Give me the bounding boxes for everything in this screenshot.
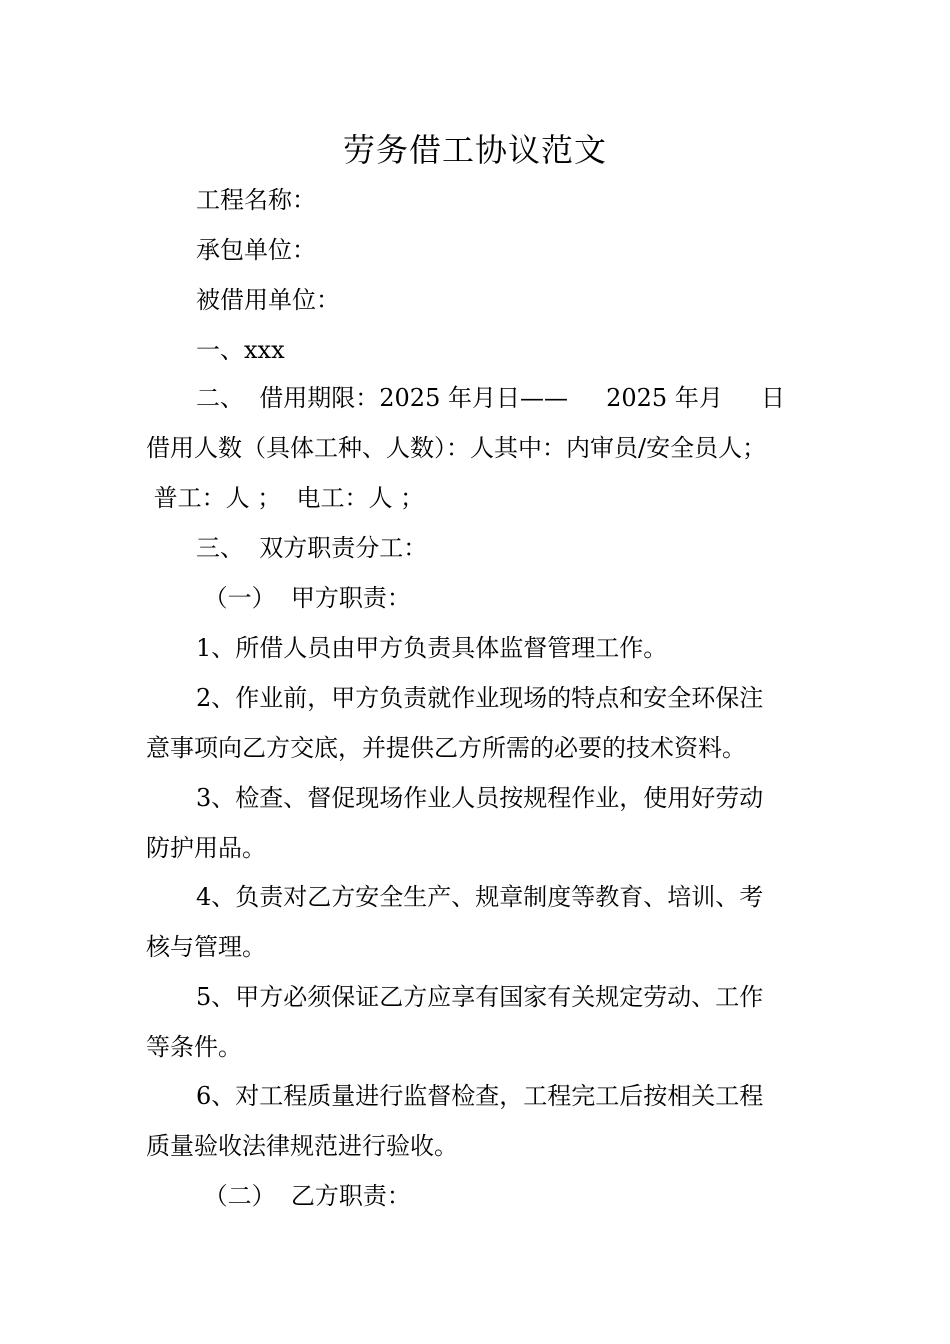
clause-1: 1、所借人员由甲方负责具体监督管理工作。 [196,634,668,662]
field-contractor: 承包单位： [196,236,316,264]
paragraph-workers: 普工：人 ； 电工：人 ； [146,484,425,512]
subsection-party-a-heading: （一） 甲方职责： [196,584,411,612]
clause-4-line-1: 4、负责对乙方安全生产、规章制度等教育、培训、考 [196,883,764,911]
paragraph-headcount: 借用人数（具体工种、人数）：人其中：内审员/安全员人； [146,434,767,462]
clause-4-line-2: 核与管理。 [146,933,266,961]
subsection-party-b-heading: （二） 乙方职责： [196,1182,411,1210]
clause-2-line-1: 2、作业前，甲方负责就作业现场的特点和安全环保注 [196,684,764,712]
clause-2-line-2: 意事项向乙方交底，并提供乙方所需的必要的技术资料。 [146,734,746,762]
field-project-name: 工程名称： [196,186,316,214]
section-three-heading: 三、 双方职责分工： [196,534,428,562]
clause-6-line-2: 质量验收法律规范进行验收。 [146,1132,458,1160]
section-one: 一、xxx [196,336,285,364]
field-borrowed-unit: 被借用单位： [196,286,340,314]
section-two-term: 二、 借用期限：2025 年月日—— 2025 年月 日 [196,384,785,412]
clause-3-line-2: 防护用品。 [146,834,266,862]
clause-3-line-1: 3、检查、督促现场作业人员按规程作业，使用好劳动 [196,784,764,812]
document-title: 劳务借工协议范文 [342,131,607,169]
clause-5-line-2: 等条件。 [146,1033,242,1061]
clause-5-line-1: 5、甲方必须保证乙方应享有国家有关规定劳动、工作 [196,983,764,1011]
clause-6-line-1: 6、对工程质量进行监督检查，工程完工后按相关工程 [196,1082,764,1110]
